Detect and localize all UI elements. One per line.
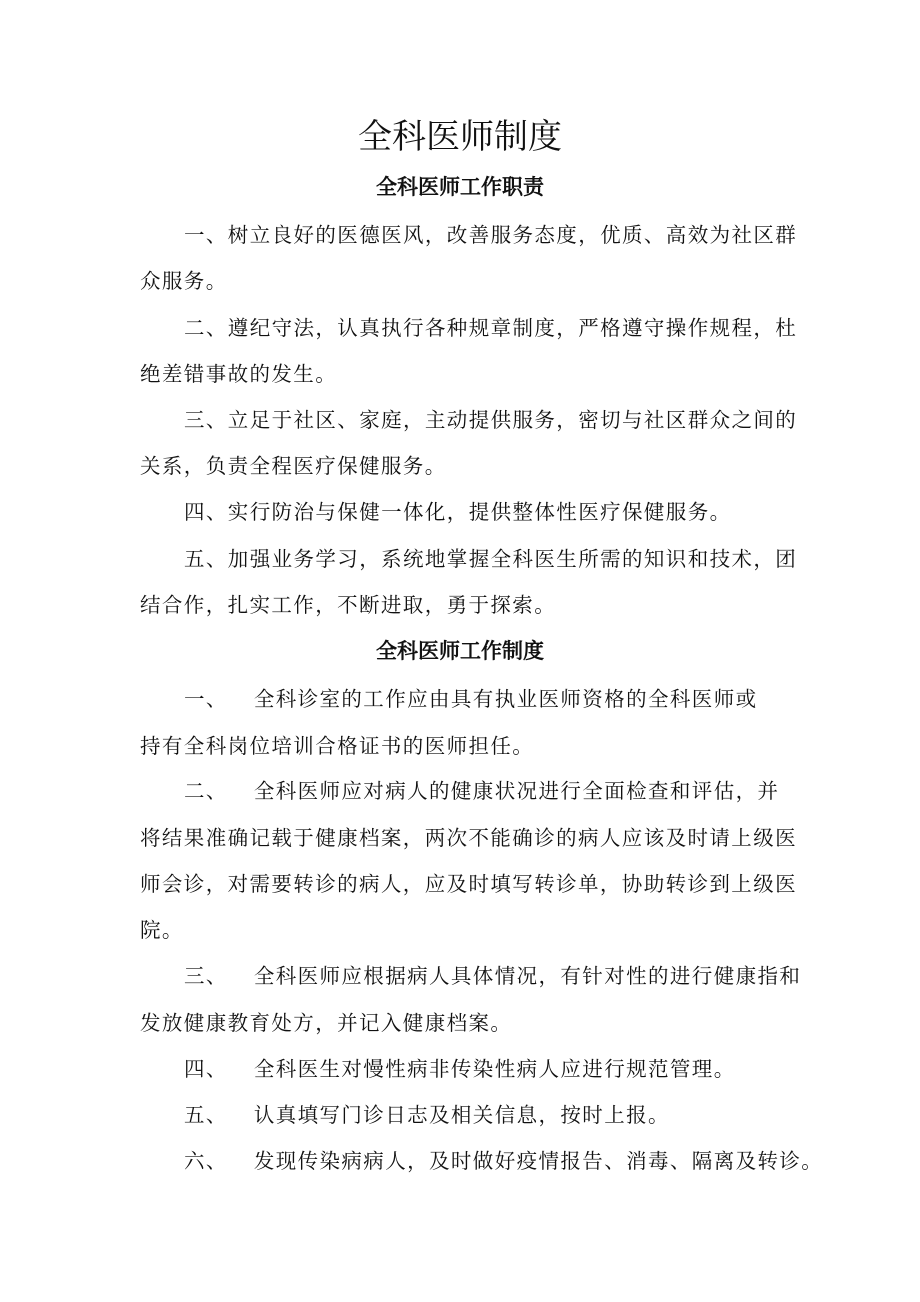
duty-line: 一、树立良好的医德医风，改善服务态度，优质、高效为社区群 xyxy=(184,223,798,247)
rule-number: 三、 xyxy=(184,964,228,988)
duty-line: 四、实行防治与保健一体化，提供整体性医疗保健服务。 xyxy=(184,500,732,524)
document-title: 全科医师制度 xyxy=(358,117,562,157)
duty-line: 二、遵纪守法，认真执行各种规章制度，严格遵守操作规程，杜 xyxy=(184,316,798,340)
rule-line xyxy=(184,1100,670,1130)
rule-number: 二、 xyxy=(184,779,228,803)
rule-line xyxy=(184,1054,736,1084)
rule-line xyxy=(184,961,801,991)
rule-text: 认真填写门诊日志及相关信息，按时上报。 xyxy=(253,1103,670,1127)
rule-text: 全科诊室的工作应由具有执业医师资格的全科医师或 xyxy=(253,687,758,711)
rule-number: 一、 xyxy=(184,687,228,711)
rule-number: 六、 xyxy=(184,1149,228,1173)
section-heading-duties: 全科医师工作职责 xyxy=(376,175,544,199)
rule-line: 将结果准确记载于健康档案，两次不能确诊的病人应该及时请上级医 xyxy=(140,826,797,850)
rule-text: 全科医师应对病人的健康状况进行全面检查和评估，并 xyxy=(253,779,780,803)
duty-line: 五、加强业务学习，系统地掌握全科医生所需的知识和技术，团 xyxy=(184,547,798,571)
rule-line: 持有全科岗位培训合格证书的医师担任。 xyxy=(140,734,535,758)
duty-line: 绝差错事故的发生。 xyxy=(140,362,338,386)
duty-line: 众服务。 xyxy=(140,269,228,293)
rule-text: 发现传染病病人，及时做好疫情报告、消毒、隔离及转诊。 xyxy=(253,1149,824,1173)
rule-text: 全科医生对慢性病非传染性病人应进行规范管理。 xyxy=(253,1057,736,1081)
rule-number: 四、 xyxy=(184,1057,228,1081)
rule-line: 师会诊，对需要转诊的病人，应及时填写转诊单，协助转诊到上级医 xyxy=(140,872,797,896)
rule-line: 院。 xyxy=(140,918,184,942)
section-heading-rules: 全科医师工作制度 xyxy=(376,639,544,663)
duty-line: 结合作，扎实工作，不断进取，勇于探索。 xyxy=(140,593,557,617)
rule-line xyxy=(184,776,779,806)
rule-text: 全科医师应根据病人具体情况，有针对性的进行健康指和 xyxy=(253,964,802,988)
duty-line: 三、立足于社区、家庭，主动提供服务，密切与社区群众之间的 xyxy=(184,408,798,432)
rule-line xyxy=(184,1146,823,1176)
rule-line xyxy=(184,684,758,714)
rule-number: 五、 xyxy=(184,1103,228,1127)
rule-line: 发放健康教育处方，并记入健康档案。 xyxy=(140,1011,513,1035)
duty-line: 关系，负责全程医疗保健服务。 xyxy=(140,454,447,478)
